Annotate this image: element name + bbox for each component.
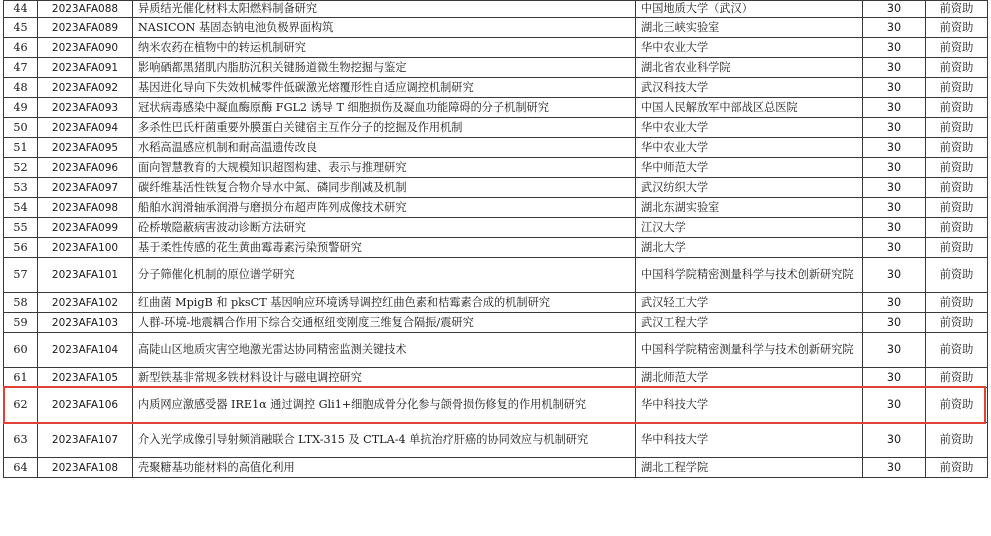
- funding-amount: 30: [863, 58, 926, 78]
- funding-type: 前资助: [926, 388, 988, 423]
- project-title: 水稻高温感应机制和耐高温遗传改良: [133, 138, 636, 158]
- table-row: [4, 198, 988, 218]
- funding-type: 前资助: [926, 293, 988, 313]
- table-row: [4, 18, 988, 38]
- project-code: 2023AFA095: [38, 138, 133, 158]
- table-row: [4, 158, 988, 178]
- institution-name: 武汉科技大学: [636, 78, 863, 98]
- project-code: 2023AFA101: [38, 258, 133, 293]
- project-code: 2023AFA099: [38, 218, 133, 238]
- project-code: 2023AFA094: [38, 118, 133, 138]
- institution-name: 华中科技大学: [636, 423, 863, 458]
- funding-type: 前资助: [926, 58, 988, 78]
- project-title: NASICON 基固态钠电池负极界面构筑: [133, 18, 636, 38]
- project-code: 2023AFA100: [38, 238, 133, 258]
- row-number: 44: [4, 1, 38, 18]
- project-title: 分子筛催化机制的原位谱学研究: [133, 258, 636, 293]
- table-row: [4, 238, 988, 258]
- table-row: [4, 258, 988, 293]
- table-row: [4, 178, 988, 198]
- row-number: 61: [4, 368, 38, 388]
- project-title: 内质网应激感受器 IRE1α 通过调控 Gli1+细胞成骨分化参与颌骨损伤修复的作用机制研究: [133, 388, 636, 423]
- project-title: 多杀性巴氏杆菌重要外膜蛋白关键宿主互作分子的挖掘及作用机制: [133, 118, 636, 138]
- institution-name: 湖北师范大学: [636, 368, 863, 388]
- institution-name: 湖北省农业科学院: [636, 58, 863, 78]
- project-title: 纳米农药在植物中的转运机制研究: [133, 38, 636, 58]
- institution-name: 中国人民解放军中部战区总医院: [636, 98, 863, 118]
- row-number: 59: [4, 313, 38, 333]
- funding-amount: 30: [863, 158, 926, 178]
- funding-type: 前资助: [926, 1, 988, 18]
- row-number: 45: [4, 18, 38, 38]
- row-number: 58: [4, 293, 38, 313]
- project-code: 2023AFA096: [38, 158, 133, 178]
- institution-name: 华中科技大学: [636, 388, 863, 423]
- table-row: [4, 458, 988, 478]
- funding-amount: 30: [863, 78, 926, 98]
- project-title: 异质结光催化材料太阳燃料制备研究: [133, 1, 636, 18]
- institution-name: 华中农业大学: [636, 38, 863, 58]
- project-title: 砼桥墩隐蔽病害波动诊断方法研究: [133, 218, 636, 238]
- table-row: [4, 58, 988, 78]
- table-row: [4, 368, 988, 388]
- institution-name: 江汉大学: [636, 218, 863, 238]
- funding-type: 前资助: [926, 18, 988, 38]
- row-number: 48: [4, 78, 38, 98]
- project-title: 冠状病毒感染中凝血酶原酶 FGL2 诱导 T 细胞损伤及凝血功能障碍的分子机制研究: [133, 98, 636, 118]
- row-number: 54: [4, 198, 38, 218]
- funding-type: 前资助: [926, 178, 988, 198]
- project-code: 2023AFA089: [38, 18, 133, 38]
- institution-name: 湖北三峡实验室: [636, 18, 863, 38]
- project-code: 2023AFA090: [38, 38, 133, 58]
- funding-amount: 30: [863, 218, 926, 238]
- row-number: 57: [4, 258, 38, 293]
- table-row: [4, 388, 988, 423]
- row-number: 50: [4, 118, 38, 138]
- table-body: [4, 1, 988, 478]
- funding-table: [3, 0, 988, 478]
- project-title: 壳聚糖基功能材料的高值化利用: [133, 458, 636, 478]
- row-number: 47: [4, 58, 38, 78]
- project-title: 基因进化导向下失效机械零件低碳激光熔覆形性自适应调控机制研究: [133, 78, 636, 98]
- funding-type: 前资助: [926, 238, 988, 258]
- project-code: 2023AFA092: [38, 78, 133, 98]
- funding-type: 前资助: [926, 98, 988, 118]
- institution-name: 武汉纺织大学: [636, 178, 863, 198]
- institution-name: 华中农业大学: [636, 138, 863, 158]
- institution-name: 中国科学院精密测量科学与技术创新研究院: [636, 333, 863, 368]
- funding-amount: 30: [863, 258, 926, 293]
- project-code: 2023AFA105: [38, 368, 133, 388]
- table-row: [4, 118, 988, 138]
- funding-type: 前资助: [926, 458, 988, 478]
- row-number: 52: [4, 158, 38, 178]
- table-row: [4, 293, 988, 313]
- institution-name: 中国地质大学（武汉）: [636, 1, 863, 18]
- project-code: 2023AFA107: [38, 423, 133, 458]
- institution-name: 中国科学院精密测量科学与技术创新研究院: [636, 258, 863, 293]
- funding-type: 前资助: [926, 78, 988, 98]
- row-number: 62: [4, 388, 38, 423]
- project-title: 高陡山区地质灾害空地激光雷达协同精密监测关键技术: [133, 333, 636, 368]
- row-number: 49: [4, 98, 38, 118]
- funding-type: 前资助: [926, 138, 988, 158]
- funding-type: 前资助: [926, 38, 988, 58]
- funding-amount: 30: [863, 333, 926, 368]
- project-code: 2023AFA097: [38, 178, 133, 198]
- funding-amount: 30: [863, 98, 926, 118]
- row-number: 51: [4, 138, 38, 158]
- row-number: 56: [4, 238, 38, 258]
- table-row: [4, 78, 988, 98]
- institution-name: 华中师范大学: [636, 158, 863, 178]
- project-code: 2023AFA091: [38, 58, 133, 78]
- funding-type: 前资助: [926, 218, 988, 238]
- project-title: 人群-环境-地震耦合作用下综合交通枢纽变刚度三维复合隔振/震研究: [133, 313, 636, 333]
- project-code: 2023AFA103: [38, 313, 133, 333]
- project-title: 新型铁基非常规多铁材料设计与磁电调控研究: [133, 368, 636, 388]
- project-code: 2023AFA106: [38, 388, 133, 423]
- row-number: 60: [4, 333, 38, 368]
- funding-type: 前资助: [926, 313, 988, 333]
- project-title: 红曲菌 MpigB 和 pksCT 基因响应环境诱导调控红曲色素和桔霉素合成的机制研究: [133, 293, 636, 313]
- project-code: 2023AFA093: [38, 98, 133, 118]
- funding-amount: 30: [863, 388, 926, 423]
- table-row: [4, 313, 988, 333]
- funding-amount: 30: [863, 423, 926, 458]
- funding-amount: 30: [863, 138, 926, 158]
- funding-amount: 30: [863, 1, 926, 18]
- table-row: [4, 218, 988, 238]
- project-code: 2023AFA102: [38, 293, 133, 313]
- funding-amount: 30: [863, 293, 926, 313]
- row-number: 63: [4, 423, 38, 458]
- funding-amount: 30: [863, 178, 926, 198]
- funding-amount: 30: [863, 313, 926, 333]
- table-row: [4, 38, 988, 58]
- institution-name: 华中农业大学: [636, 118, 863, 138]
- project-code: 2023AFA108: [38, 458, 133, 478]
- project-title: 介入光学成像引导射频消融联合 LTX-315 及 CTLA-4 单抗治疗肝癌的协同效应与机制研究: [133, 423, 636, 458]
- table-row: [4, 138, 988, 158]
- funding-amount: 30: [863, 198, 926, 218]
- table-row: [4, 98, 988, 118]
- institution-name: 武汉工程大学: [636, 313, 863, 333]
- table-row: [4, 423, 988, 458]
- institution-name: 湖北工程学院: [636, 458, 863, 478]
- table-row: [4, 1, 988, 18]
- project-title: 船舶水润滑轴承润滑与磨损分布超声阵列成像技术研究: [133, 198, 636, 218]
- project-code: 2023AFA088: [38, 1, 133, 18]
- row-number: 55: [4, 218, 38, 238]
- row-number: 46: [4, 38, 38, 58]
- row-number: 53: [4, 178, 38, 198]
- funding-amount: 30: [863, 118, 926, 138]
- project-title: 面向智慧教育的大规模知识超图构建、表示与推理研究: [133, 158, 636, 178]
- funding-amount: 30: [863, 458, 926, 478]
- table-row: [4, 333, 988, 368]
- funding-amount: 30: [863, 38, 926, 58]
- funding-amount: 30: [863, 18, 926, 38]
- institution-name: 湖北东湖实验室: [636, 198, 863, 218]
- institution-name: 武汉轻工大学: [636, 293, 863, 313]
- funding-type: 前资助: [926, 368, 988, 388]
- funding-amount: 30: [863, 238, 926, 258]
- institution-name: 湖北大学: [636, 238, 863, 258]
- project-title: 基于柔性传感的花生黄曲霉毒素污染预警研究: [133, 238, 636, 258]
- project-code: 2023AFA104: [38, 333, 133, 368]
- funding-type: 前资助: [926, 198, 988, 218]
- project-code: 2023AFA098: [38, 198, 133, 218]
- funding-type: 前资助: [926, 158, 988, 178]
- funding-type: 前资助: [926, 423, 988, 458]
- funding-amount: 30: [863, 368, 926, 388]
- project-title: 影响硒都黑猪肌内脂肪沉积关键肠道微生物挖掘与鉴定: [133, 58, 636, 78]
- project-title: 碳纤维基活性铁复合物介导水中氮、磷同步削减及机制: [133, 178, 636, 198]
- funding-type: 前资助: [926, 333, 988, 368]
- row-number: 64: [4, 458, 38, 478]
- funding-type: 前资助: [926, 118, 988, 138]
- funding-type: 前资助: [926, 258, 988, 293]
